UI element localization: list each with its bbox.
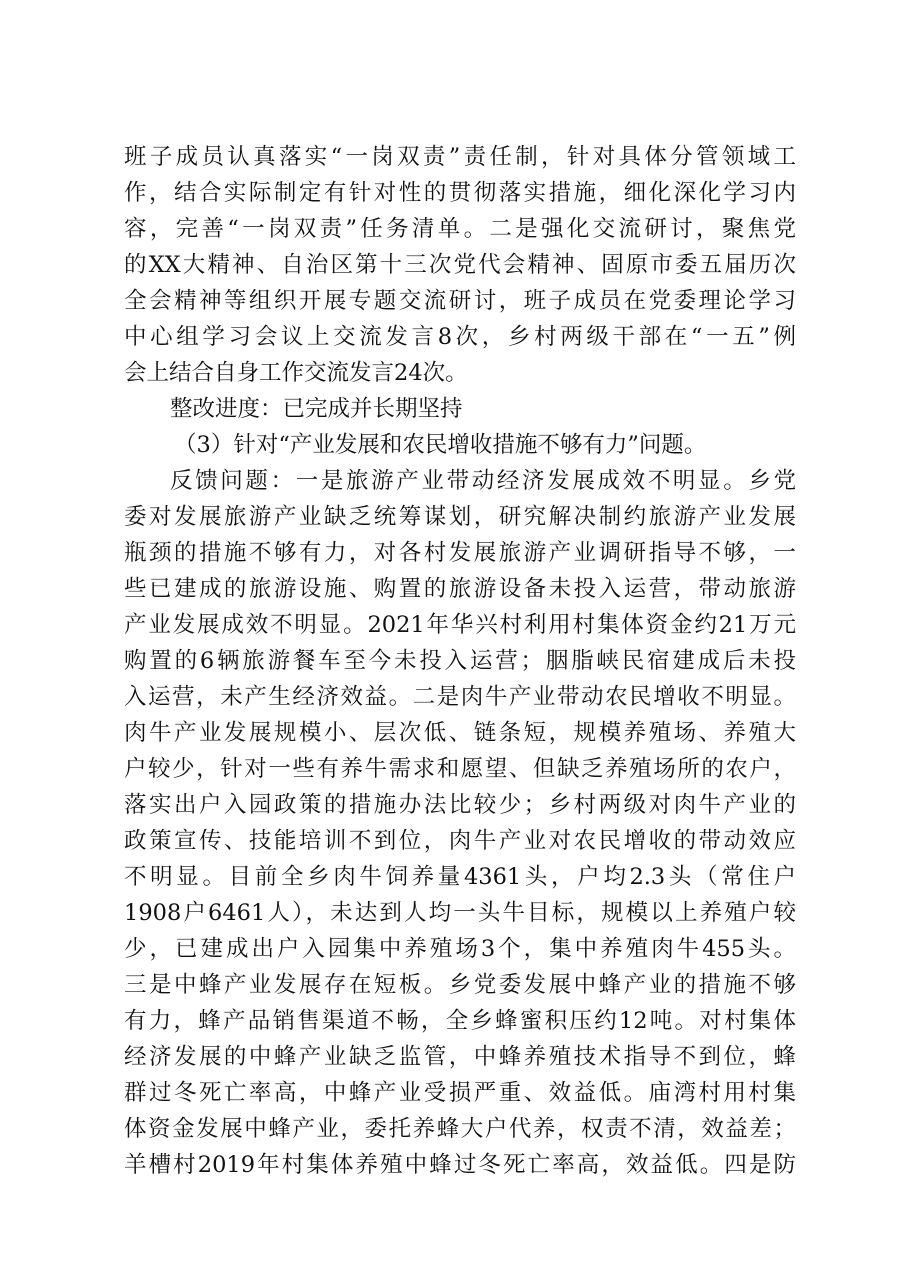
paragraph-line: 有力，蜂产品销售渠道不畅，全乡蜂蜜积压约12吨。对村集体 [124, 1008, 796, 1034]
paragraph-line: 购置的6辆旅游餐车至今未投入运营；胭脂峡民宿建成后未投 [124, 648, 796, 674]
paragraph-line: 户较少，针对一些有养牛需求和愿望、但缺乏养殖场所的农户， [124, 756, 796, 782]
paragraph-line: 班子成员认真落实“一岗双责”责任制，针对具体分管领域工 [124, 144, 796, 170]
paragraph-line: 少，已建成出户入园集中养殖场3个，集中养殖肉牛455头。 [124, 936, 796, 962]
paragraph-line: 反馈问题：一是旅游产业带动经济发展成效不明显。乡党 [170, 468, 796, 494]
paragraph-line: 落实出户入园政策的措施办法比较少；乡村两级对肉牛产业的 [124, 792, 796, 818]
paragraph-line: 群过冬死亡率高，中蜂产业受损严重、效益低。庙湾村用村集 [124, 1080, 796, 1106]
paragraph-line: 瓶颈的措施不够有力，对各村发展旅游产业调研指导不够，一 [124, 540, 796, 566]
paragraph-line: 入运营，未产生经济效益。二是肉牛产业带动农民增收不明显。 [124, 684, 796, 710]
paragraph-line: 1908户6461人），未达到人均一头牛目标，规模以上养殖户较 [124, 900, 796, 926]
issue-heading-line: （3）针对“产业发展和农民增收措施不够有力”问题。 [174, 432, 707, 458]
paragraph-line: 些已建成的旅游设施、购置的旅游设备未投入运营，带动旅游 [124, 576, 796, 602]
paragraph-line: 作，结合实际制定有针对性的贯彻落实措施，细化深化学习内 [124, 180, 796, 206]
paragraph-line: 三是中蜂产业发展存在短板。乡党委发展中蜂产业的措施不够 [124, 972, 796, 998]
paragraph-line: 中心组学习会议上交流发言8次，乡村两级干部在“一五”例 [124, 324, 796, 350]
paragraph-line: 产业发展成效不明显。2021年华兴村利用村集体资金约21万元 [124, 612, 796, 638]
paragraph-line: 全会精神等组织开展专题交流研讨，班子成员在党委理论学习 [124, 288, 796, 314]
paragraph-line: 的XX大精神、自治区第十三次党代会精神、固原市委五届历次 [124, 252, 796, 278]
paragraph-line: 会上结合自身工作交流发言24次。 [124, 360, 468, 386]
paragraph-line: 容，完善“一岗双责”任务清单。二是强化交流研讨，聚焦党 [124, 216, 796, 242]
paragraph-line: 政策宣传、技能培训不到位，肉牛产业对农民增收的带动效应 [124, 828, 796, 854]
paragraph-line: 委对发展旅游产业缺乏统筹谋划，研究解决制约旅游产业发展 [124, 504, 796, 530]
rectification-progress-line: 整改进度：已完成并长期坚持 [170, 396, 463, 422]
paragraph-line: 肉牛产业发展规模小、层次低、链条短，规模养殖场、养殖大 [124, 720, 796, 746]
paragraph-line: 不明显。目前全乡肉牛饲养量4361头，户均2.3头（常住户 [124, 864, 796, 890]
paragraph-line: 羊槽村2019年村集体养殖中蜂过冬死亡率高，效益低。四是防 [124, 1152, 796, 1178]
paragraph-line: 经济发展的中蜂产业缺乏监管，中蜂养殖技术指导不到位，蜂 [124, 1044, 796, 1070]
paragraph-line: 体资金发展中蜂产业，委托养蜂大户代养，权责不清，效益差； [124, 1116, 796, 1142]
